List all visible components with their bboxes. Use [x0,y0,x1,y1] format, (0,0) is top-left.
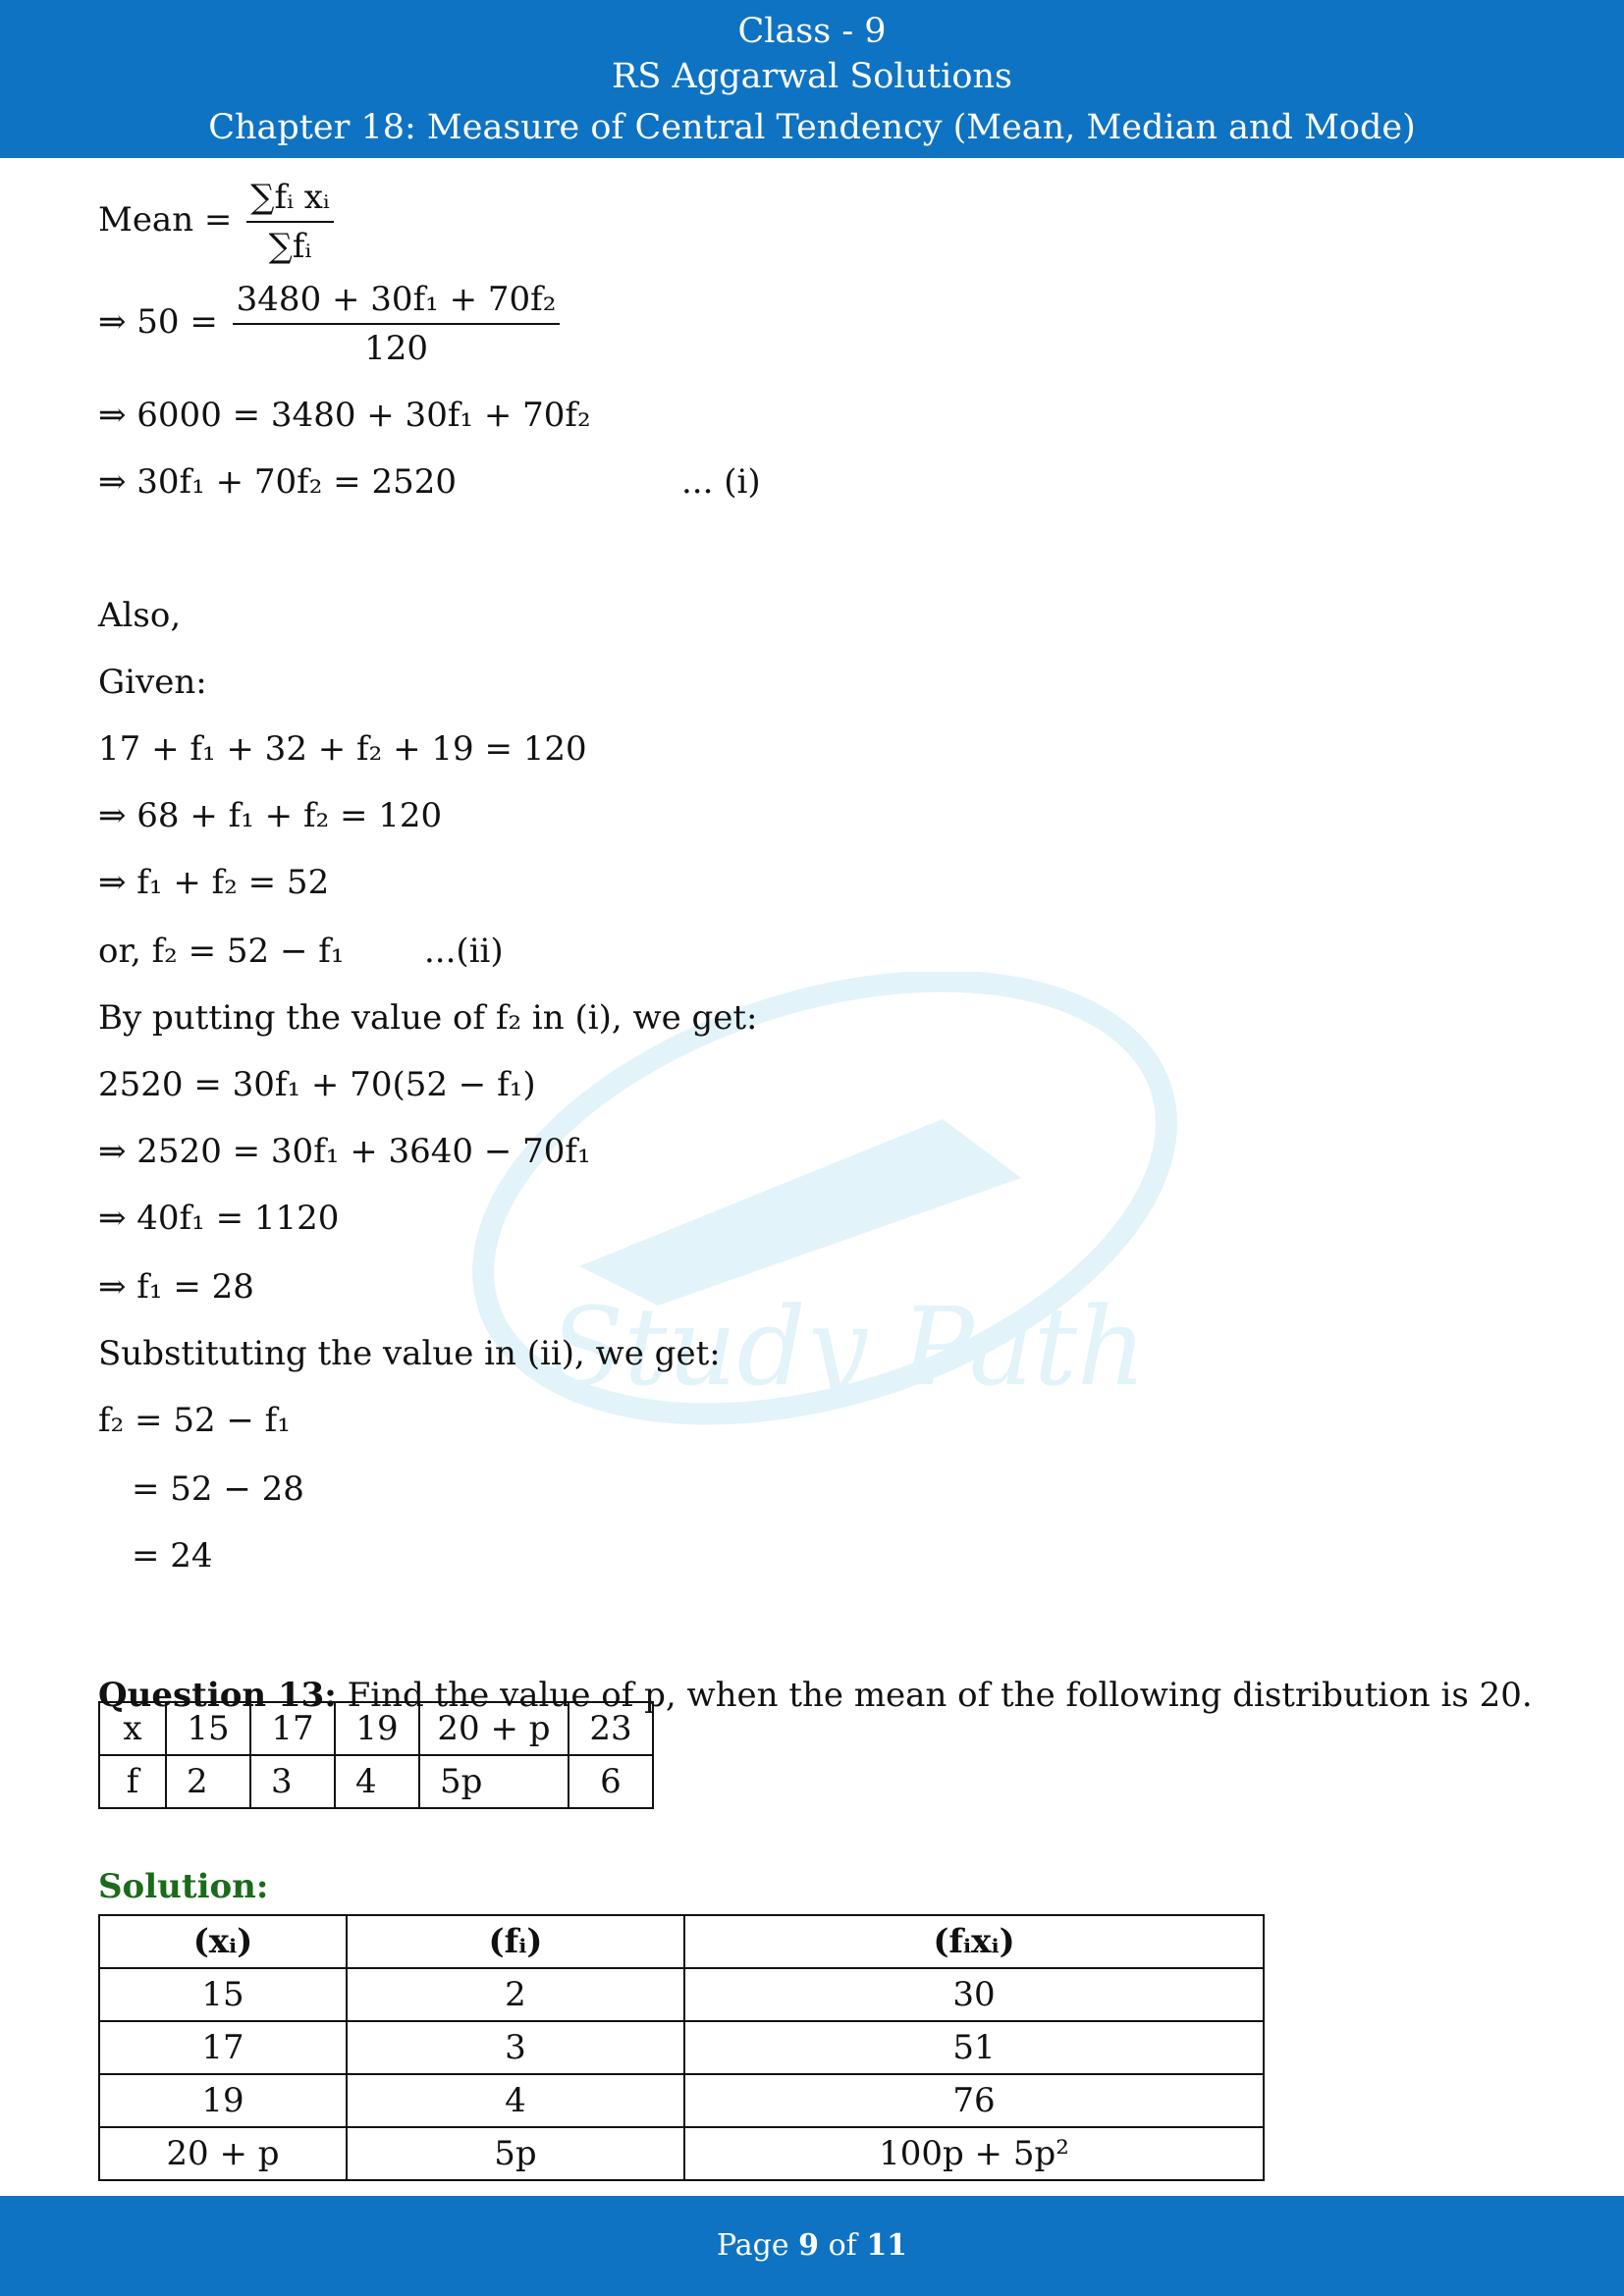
page-header [0,0,1624,158]
given-line-4: or, f₂ = 52 − f₁ [98,932,345,971]
table-row [99,1755,653,1808]
equation-3-tag: ... (i) [681,462,761,502]
footer-page-total: 11 [866,2228,908,2263]
table-cell: 19 [335,1702,419,1755]
equation-2: ⇒ 6000 = 3480 + 30f₁ + 70f₂ [98,396,591,435]
table-cell: 17 [250,1702,335,1755]
table-cell: f [99,1755,166,1808]
table-cell: 76 [684,2074,1264,2127]
table-cell: 3 [347,2021,684,2074]
table-row [99,2127,1264,2180]
mean-numerator: ∑fᵢ xᵢ [246,178,334,223]
table-cell: 51 [684,2021,1264,2074]
column-header: (fᵢxᵢ) [684,1915,1264,1968]
f2-line-2: = 52 − 28 [132,1469,304,1509]
mean-fraction [246,178,334,266]
question-text: Find the value of p, when the mean of the following distribution is 20. [347,1676,1533,1715]
table-row [99,2021,1264,2074]
f2-line-3: = 24 [132,1536,213,1575]
table-cell: 5p [419,1755,568,1808]
eq1-left: ⇒ 50 = [98,302,218,342]
eq1-denominator: 120 [364,329,428,368]
table-cell: 20 + p [419,1702,568,1755]
footer-of: of [828,2228,857,2263]
table-cell: 2 [347,1968,684,2021]
step-line-4: ⇒ f₁ = 28 [98,1267,254,1307]
equation-1 [98,280,564,368]
footer-page-number: 9 [798,2228,820,2263]
given-line-2: ⇒ 68 + f₁ + f₂ = 120 [98,796,443,835]
column-header: (fᵢ) [347,1915,684,1968]
table-row [99,2074,1264,2127]
table-cell: 17 [99,2021,347,2074]
step-line-2: ⇒ 2520 = 30f₁ + 3640 − 70f₁ [98,1132,591,1171]
column-header: (xᵢ) [99,1915,347,1968]
putting-text: By putting the value of f₂ in (i), we get: [98,998,758,1038]
table-cell: 30 [684,1968,1264,2021]
substituting-text: Substituting the value in (ii), we get: [98,1334,721,1373]
solution-label: Solution: [98,1867,269,1906]
table-cell: 5p [347,2127,684,2180]
header-chapter: Chapter 18: Measure of Central Tendency (Mean, Median and Mode) [208,108,1416,147]
table-cell: 3 [250,1755,335,1808]
given-line-3: ⇒ f₁ + f₂ = 52 [98,863,330,902]
table-cell: 100p + 5p² [684,2127,1264,2180]
table-header-row [99,1915,1264,1968]
f2-line-1: f₂ = 52 − f₁ [98,1401,291,1440]
table-cell: 15 [166,1702,250,1755]
page-footer [0,2196,1624,2296]
mean-label: Mean = [98,200,233,240]
equation-3: ⇒ 30f₁ + 70f₂ = 2520 [98,462,457,502]
solution-table [98,1914,1265,2181]
header-class: Class - 9 [737,12,887,51]
given-text: Given: [98,663,207,702]
svg-text:Study Path: Study Path [550,1284,1147,1410]
footer-page-prefix: Page [716,2228,789,2263]
eq1-fraction [233,280,561,368]
table-cell: x [99,1702,166,1755]
given-line-4-tag: ...(ii) [424,932,504,971]
mean-denominator: ∑fᵢ [268,227,312,266]
table-cell: 23 [568,1702,653,1755]
mean-formula [98,178,338,266]
table-cell: 6 [568,1755,653,1808]
eq1-numerator: 3480 + 30f₁ + 70f₂ [233,280,561,325]
also-text: Also, [98,596,182,635]
table-row [99,1702,653,1755]
table-cell: 4 [335,1755,419,1808]
table-cell: 19 [99,2074,347,2127]
table-cell: 2 [166,1755,250,1808]
table-cell: 20 + p [99,2127,347,2180]
question-table [98,1701,654,1809]
step-line-1: 2520 = 30f₁ + 70(52 − f₁) [98,1065,536,1104]
step-line-3: ⇒ 40f₁ = 1120 [98,1199,340,1238]
header-book: RS Aggarwal Solutions [612,57,1012,96]
table-cell: 4 [347,2074,684,2127]
table-cell: 15 [99,1968,347,2021]
table-row [99,1968,1264,2021]
given-line-1: 17 + f₁ + 32 + f₂ + 19 = 120 [98,729,587,769]
question-label: Question 13: [98,1676,337,1715]
